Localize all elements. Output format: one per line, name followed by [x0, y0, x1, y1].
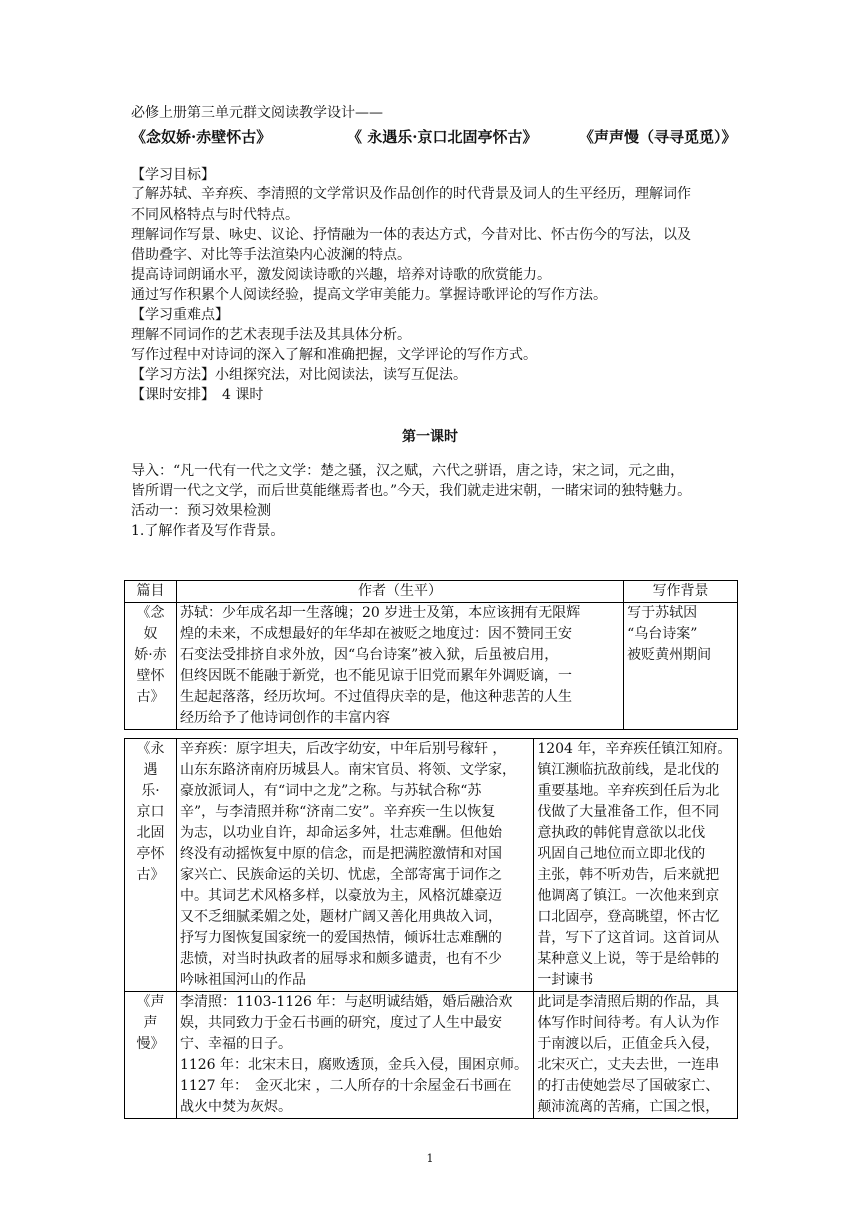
author-table-1 — [124, 580, 738, 730]
objective-line: 不同风格特点与时代特点。 — [131, 207, 299, 223]
row-background: 此词是李清照后期的作品，具 体写作时间待考。有人认为作 于南渡以后，正值金兵入侵， 北宋灭亡，丈夫去世，一连串 的打击使她尝尽了国破家亡、 颠沛流离的苦痛，亡国之恨， — [534, 992, 738, 1119]
objective-line: 借助叠字、对比等手法渲染内心波澜的特点。 — [131, 247, 411, 263]
row-title: 《永 遇 乐· 京口 北固 亭怀 古》 — [125, 739, 177, 992]
difficulty-line: 写作过程中对诗词的深入了解和准确把握，文学评论的写作方式。 — [131, 347, 537, 363]
activity-line: 活动一：预习效果检测 — [131, 503, 271, 519]
title-yong-yu-le: 《 永遇乐·京口北固亭怀古》 — [347, 128, 538, 146]
objective-line: 通过写作积累个人阅读经验，提高文学审美能力。掌握诗歌评论的写作方法。 — [131, 287, 607, 303]
table-row — [125, 603, 738, 730]
intro-line: 导入：“凡一代有一代之文学：楚之骚，汉之赋，六代之骈语，唐之诗，宋之词，元之曲， — [131, 463, 685, 479]
table-header-row — [125, 581, 738, 603]
objective-line: 了解苏轼、辛弃疾、李清照的文学常识及作品创作的时代背景及词人的生平经历，理解词作 — [131, 186, 691, 202]
title-sheng-sheng-man: 《声声慢（寻寻觅觅）》 — [579, 128, 737, 146]
row-background: 写于苏轼因 “乌台诗案” 被贬黄州期间 — [624, 603, 738, 730]
header-author: 作者（生平） — [176, 581, 623, 603]
title-nian-nu-jiao: 《念奴娇·赤壁怀古》 — [131, 128, 272, 146]
table-row — [125, 992, 738, 1119]
header-title: 篇目 — [125, 581, 177, 603]
objective-line: 提高诗词朗诵水平，激发阅读诗歌的兴趣，培养对诗歌的欣赏能力。 — [131, 267, 551, 283]
row-author: 苏轼：少年成名却一生落魄；20 岁进士及第，本应该拥有无限辉 煌的未来，不成想最好的年华却在被贬之地度过：因不赞同王安 石变法受排挤自求外放，因“乌台诗案”被入狱，后虽被启用， 但终因既不能融于新党，也不能见谅于旧党而累年外调贬谪，一 生起起落落，经历坎坷。不过值得庆幸的是，他这种悲苦的人生 经历给予了他诗词创作的丰富内容 — [176, 603, 623, 730]
row-background: 1204 年，辛弃疾任镇江知府。 镇江濒临抗敌前线，是北伐的 重要基地。辛弃疾到任后为北 伐做了大量准备工作，但不同 意执政的韩侂胄意欲以北伐 巩固自己地位而立即北伐的 主张，韩不听劝告，后来就把 他调离了镇江。一次他来到京 口北固亭，登高眺望，怀古忆 昔，写下了这首词。这首词从 某种意义上说，等于是给韩的 一封谏书 — [534, 739, 738, 992]
page-number: 1 — [426, 1152, 434, 1165]
task-line: 1.了解作者及写作背景。 — [131, 523, 285, 539]
difficulty-line: 理解不同词作的艺术表现手法及其具体分析。 — [131, 327, 411, 343]
difficulties-heading: 【学习重难点】 — [131, 307, 229, 323]
row-author: 李清照：1103-1126 年：与赵明诚结婚，婚后融洽欢 娱，共同致力于金石书画的研究，度过了人生中最安 宁、幸福的日子。 1126 年：北宋末日，腐败透顶，金兵入侵，围困京师。 1127 年： 金灭北宋 ，二人所存的十余屋金石书画在 战火中焚为灰烬。 — [176, 992, 533, 1119]
intro-line: 皆所谓一代之文学，而后世莫能继焉者也。”今天，我们就走进宋朝，一睹宋词的独特魅力。 — [131, 483, 692, 499]
methods-line: 【学习方法】小组探究法，对比阅读法，读写互促法。 — [131, 367, 467, 383]
row-title: 《念 奴 娇·赤 壁怀 古》 — [125, 603, 177, 730]
lesson-title: 第一课时 — [402, 429, 458, 445]
row-author: 辛弃疾：原字坦夫，后改字幼安，中年后别号稼轩 ， 山东东路济南府历城县人。南宋官员、将领、文学家， 豪放派词人，有“词中之龙”之称。与苏轼合称“苏 辛”，与李清照并称“济南二安”。辛弃疾一生以恢复 为志，以功业自许，却命运多舛，壮志难酬。但他始 终没有动摇恢复中原的信念，而是把满腔激情和对国 家兴亡、民族命运的关切、忧虑，全部寄寓于词作之 中。其词艺术风格多样，以豪放为主，风格沉雄豪迈 又不乏细腻柔媚之处，题材广阔又善化用典故入词， 抒写力图恢复国家统一的爱国热情，倾诉壮志难酬的 悲愤，对当时执政者的屈辱求和颇多谴责，也有不少 吟咏祖国河山的作品 — [176, 739, 533, 992]
objectives-heading: 【学习目标】 — [131, 167, 215, 183]
author-table-2 — [124, 738, 738, 1119]
schedule-line: 【课时安排】 4 课时 — [131, 387, 264, 403]
row-title: 《声 声 慢》 — [125, 992, 177, 1119]
document-subtitle: 必修上册第三单元群文阅读教学设计—— — [131, 105, 383, 121]
objective-line: 理解词作写景、咏史、议论、抒情融为一体的表达方式，今昔对比、怀古伤今的写法，以及 — [131, 227, 691, 243]
table-row — [125, 739, 738, 992]
header-background: 写作背景 — [624, 581, 738, 603]
